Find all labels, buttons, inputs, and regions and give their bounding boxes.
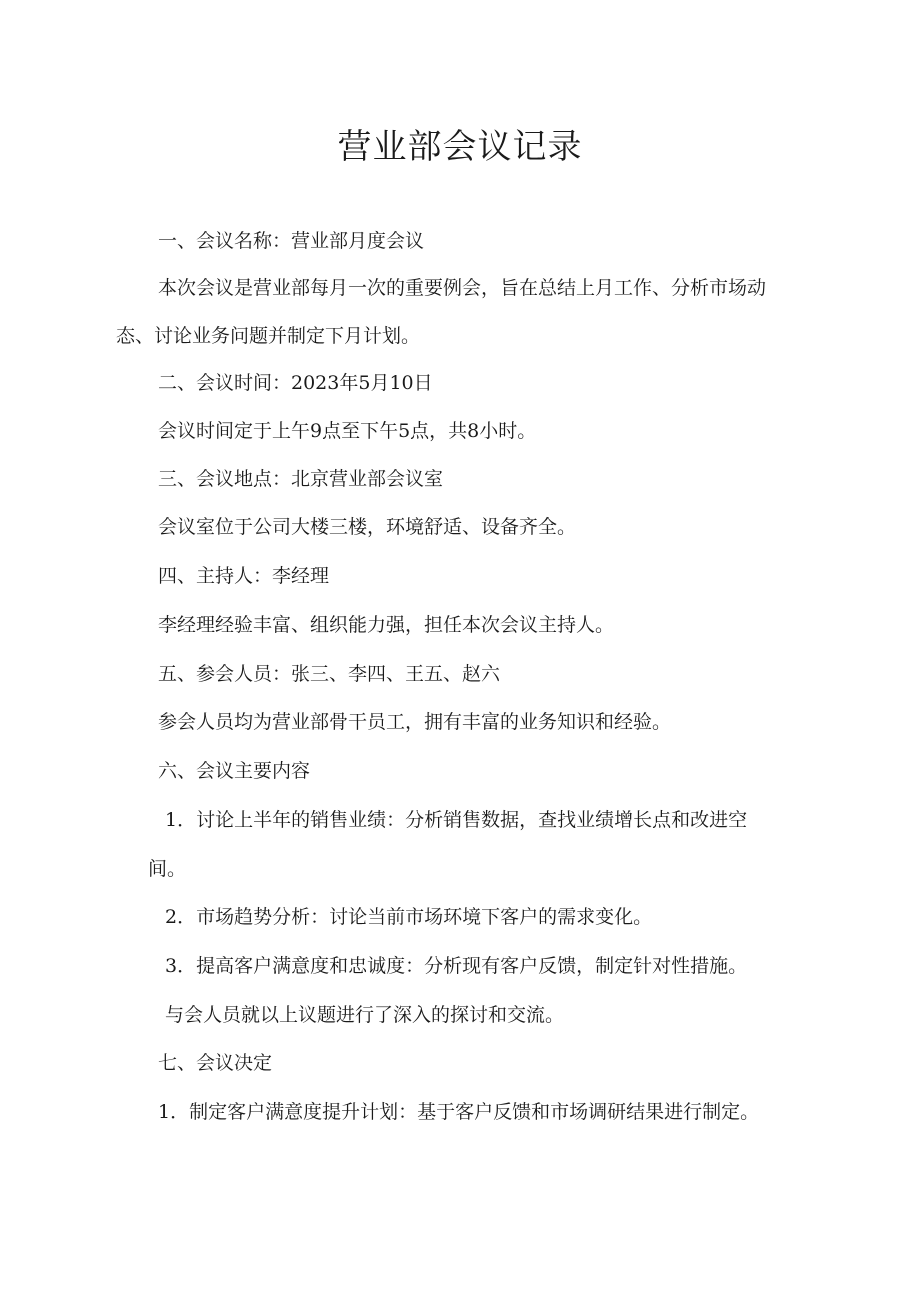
section-7-item-1: 1．制定客户满意度提升计划：基于客户反馈和市场调研结果进行制定。 <box>158 1101 760 1123</box>
section-7-heading: 七、会议决定 <box>158 1052 273 1074</box>
section-1-body-line-1: 本次会议是营业部每月一次的重要例会，旨在总结上月工作、分析市场动 <box>158 277 767 299</box>
section-2-body: 会议时间定于上午9点至下午5点，共8小时。 <box>158 420 537 442</box>
document-title: 营业部会议记录 <box>337 127 583 167</box>
section-1-body-line-2: 态、讨论业务问题并制定下月计划。 <box>116 325 421 347</box>
section-4-body: 李经理经验丰富、组织能力强，担任本次会议主持人。 <box>158 614 615 636</box>
section-6-item-1-line-1: 1．讨论上半年的销售业绩：分析销售数据，查找业绩增长点和改进空 <box>165 809 748 831</box>
section-5-heading: 五、参会人员：张三、李四、王五、赵六 <box>158 663 501 685</box>
section-3-body: 会议室位于公司大楼三楼，环境舒适、设备齐全。 <box>158 516 577 538</box>
section-3-heading: 三、会议地点：北京营业部会议室 <box>158 468 444 490</box>
section-6-summary: 与会人员就以上议题进行了深入的探讨和交流。 <box>165 1004 565 1026</box>
section-6-heading: 六、会议主要内容 <box>158 760 311 782</box>
section-6-item-1-line-2: 间。 <box>148 858 187 880</box>
section-6-item-3: 3．提高客户满意度和忠诚度：分析现有客户反馈，制定针对性措施。 <box>165 955 748 977</box>
section-5-body: 参会人员均为营业部骨干员工，拥有丰富的业务知识和经验。 <box>158 711 672 733</box>
section-2-heading: 二、会议时间：2023年5月10日 <box>158 372 433 394</box>
section-6-item-2: 2．市场趋势分析：讨论当前市场环境下客户的需求变化。 <box>165 906 653 928</box>
section-4-heading: 四、主持人：李经理 <box>158 565 330 587</box>
section-1-heading: 一、会议名称：营业部月度会议 <box>158 230 425 252</box>
